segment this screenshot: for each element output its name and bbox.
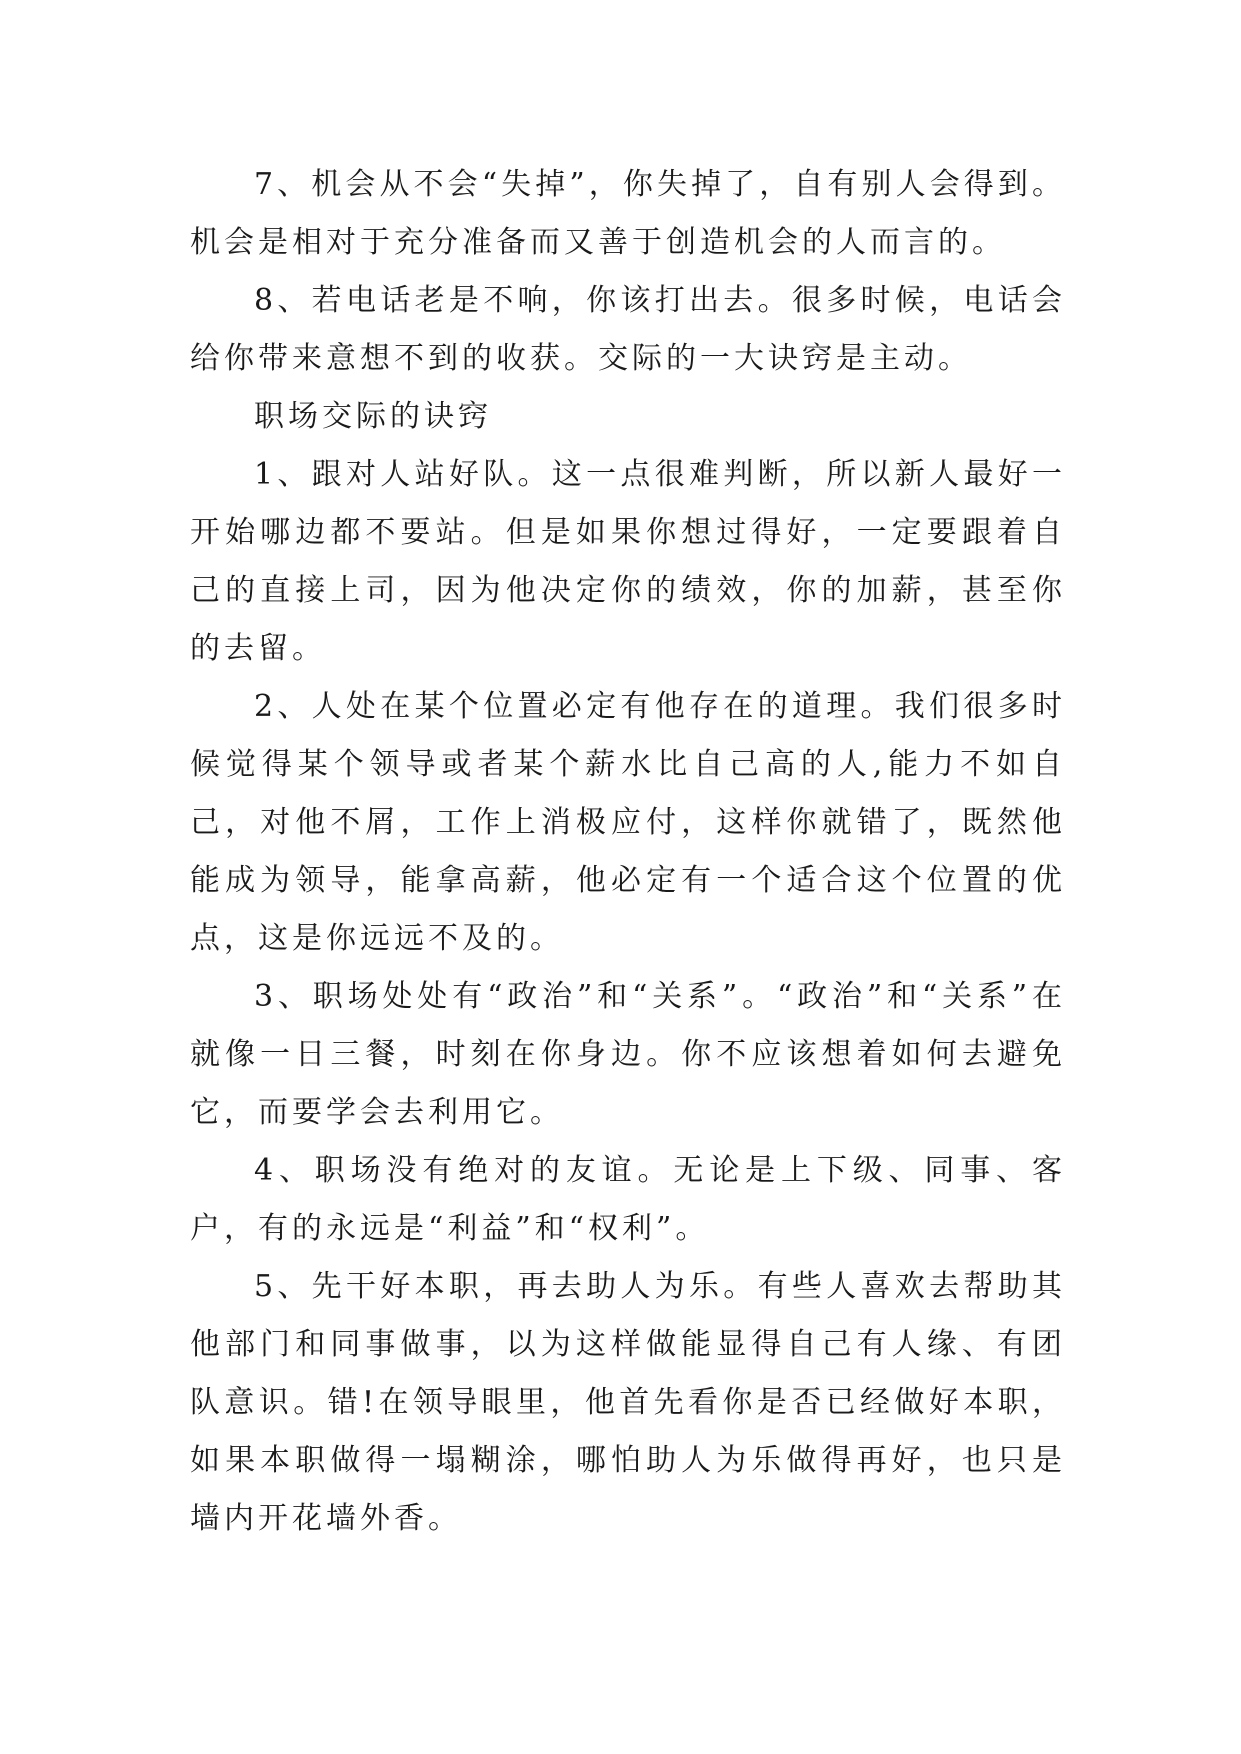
paragraph-secret-2: 2、人处在某个位置必定有他存在的道理。我们很多时候觉得某个领导或者某个薪水比自己高的人,能力不如自己，对他不屑，工作上消极应付，这样你就错了，既然他能成为领导，能拿高薪，他必定有一个适合这个位置的优点，这是你远远不及的。 bbox=[190, 689, 1066, 956]
section-heading: 职场交际的诀窍 bbox=[254, 399, 492, 434]
paragraph-secret-1: 1、跟对人站好队。这一点很难判断，所以新人最好一开始哪边都不要站。但是如果你想过得好，一定要跟着自己的直接上司，因为他决定你的绩效，你的加薪，甚至你的去留。 bbox=[190, 457, 1066, 666]
paragraph-tip-8: 8、若电话老是不响，你该打出去。很多时候，电话会给你带来意想不到的收获。交际的一大诀窍是主动。 bbox=[190, 283, 1066, 376]
document-body bbox=[190, 156, 1066, 1548]
paragraph-secret-5: 5、先干好本职，再去助人为乐。有些人喜欢去帮助其他部门和同事做事，以为这样做能显得自己有人缘、有团队意识。错!在领导眼里，他首先看你是否已经做好本职，如果本职做得一塌糊涂，哪怕助人为乐做得再好，也只是墙内开花墙外香。 bbox=[190, 1269, 1066, 1536]
paragraph-secret-3: 3、职场处处有“政治”和“关系”。“政治”和“关系”在就像一日三餐，时刻在你身边。你不应该想着如何去避免它，而要学会去利用它。 bbox=[190, 979, 1066, 1130]
paragraph-secret-4: 4、职场没有绝对的友谊。无论是上下级、同事、客户，有的永远是“利益”和“权利”。 bbox=[190, 1153, 1066, 1246]
paragraph-tip-7: 7、机会从不会“失掉”，你失掉了，自有别人会得到。机会是相对于充分准备而又善于创造机会的人而言的。 bbox=[190, 167, 1066, 260]
